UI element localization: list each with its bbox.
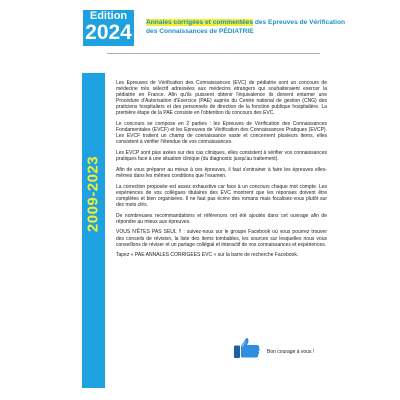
paragraph-correction: La correction proposée est assez exhaustive car face à un concours chaque mot compte. Les expériences de vos collègues titulaires des EVC montrent que les réponses doivent être complètes et bien organisées. Il ne faut pas écrire des romans mais focalisez-vous plutôt sur des mots clés. — [116, 183, 327, 208]
body-text — [116, 80, 327, 263]
years-range: 2009-2023 — [84, 155, 102, 233]
paragraph-intro: Les Epreuves de Vérification des Connaissances (EVC) de pédiatrie sont un concours de médecine très sélectif adressées aux médecins étrangers qui souhaiteraient exercer la pédiatrie en France. Afin qu'ils puissent obtenir l'équivalence ils doivent entamer une Procédure d'Autorisation d'Exercice (PAE) auprès du Centre national de gestion (CNG) des praticiens hospitaliers et des personnels de direction de la fonction publique hospitalière. La première étape de la PAE consiste en l'obtention du concours des EVC. — [116, 80, 327, 117]
edition-word: Edition — [89, 10, 128, 22]
paragraph-structure: Le concours se compose en 2 parties : les Epreuves de Vérification des Connaissances Fondamentales (EVCF) et les Epreuves de Vérification des Connaissances Pratiques (EVCP). Les EVCF traitent un champ de connaissance vaste et concernent plusieurs items, elles consistent à vérifier l'étendue de vos connaissances. — [116, 121, 327, 146]
paragraph-references: De nombreuses recommandations et références ont été ajoutés dans cet ouvrage afin de répondre au mieux aux épreuves. — [116, 212, 327, 225]
edition-badge — [83, 10, 134, 46]
title-rest: des Epreuves de Vérification des Connaissances de PÉDIATRIE — [146, 19, 346, 35]
closing-message: Bon courage à vous ! — [267, 349, 315, 355]
paragraph-evcp: Les EVCP sont plus axées sur des cas cliniques, elles consistent à vérifier vos connaissances pratiques face à une situation clinique (du diagnostic jusqu'au traitement). — [116, 150, 327, 163]
edition-year: 2024 — [85, 21, 132, 44]
book-title — [146, 18, 346, 36]
paragraph-preparation: Afin de vous préparer au mieux à ces épreuves, il faut s'entrainer à faire les épreuves elles-mêmes dans les mêmes conditions que l'examen. — [116, 166, 327, 179]
title-highlight: Annales corrigées et commentées — [146, 19, 254, 26]
paragraph-facebook-group: VOUS N'ÊTES PAS SEUL !! : suivez-nous sur le groupe Facebook où vous pourrez trouver des conseils de révision, la liste des items tombables, les sources sur lesquelles nous vous conseillons de réviser et un partage collégial et interactif de vos connaissances et expériences. — [116, 229, 327, 248]
thumbs-up-icon — [233, 336, 261, 359]
header-divider — [107, 53, 320, 54]
paragraph-search-tip: Tapez « PAE ANNALES CORRIGEES EVC » sur la barre de recherche Facebook. — [116, 252, 299, 259]
